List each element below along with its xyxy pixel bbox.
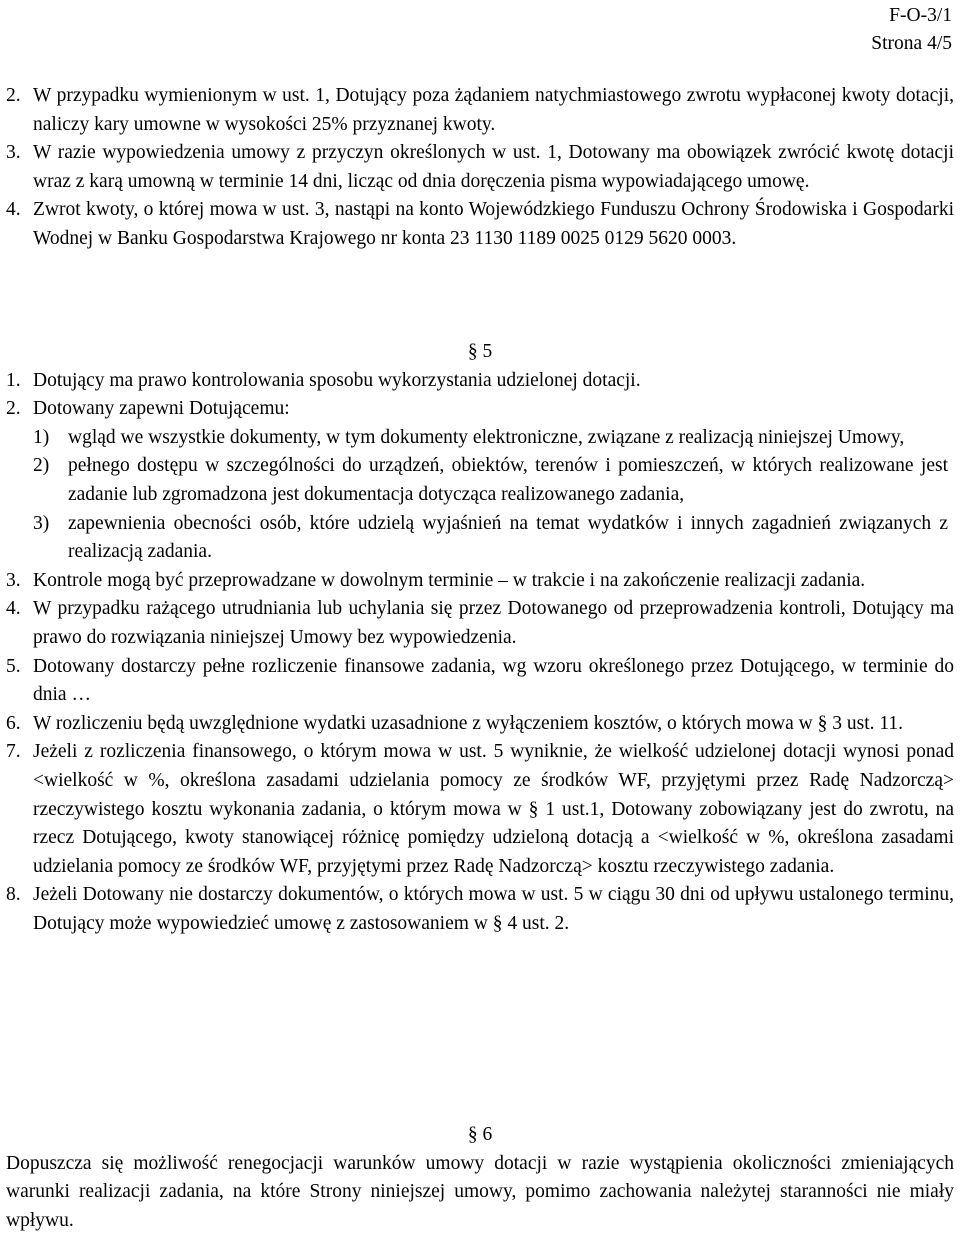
item-text: W rozliczeniu będą uwzględnione wydatki uzasadnione z wyłączeniem kosztów, o których mowa w § 3 ust. 11. <box>33 712 904 734</box>
section-6-heading: § 6 <box>467 1124 493 1145</box>
sub-item-text: wgląd we wszystkie dokumenty, w tym dokumenty elektroniczne, związane z realizacją niniejszej Umowy, <box>68 426 905 448</box>
sub-item-number: 1) <box>33 426 50 448</box>
item-number: 4. <box>6 199 21 221</box>
section-6 <box>0 1121 960 1235</box>
item-number: 2. <box>6 85 21 106</box>
list-item <box>0 139 960 196</box>
sub-list-item <box>33 424 954 453</box>
item-text: Jeżeli z rozliczenia finansowego, o którym mowa w ust. 5 wyniknie, że wielkość udzielonej dotacji wynosi ponad <wielkość w %, określona zasadami udzielania pomocy ze środków WF, przyjętymi przez Radę Nadzorczą> rzeczywistego kosztu wykonania zadania, o którym mowa w § 1 ust.1, Dotowany zobowiązany jest do zwrotu, na rzecz Dotującego, kwoty stanowiącej różnicę pomiędzy udzieloną dotacją a <wielkość w %, określona zasadami udzielania pomocy ze środków WF, przyjętymi przez Radę Nadzorczą> kosztu rzeczywistego zadania. <box>33 741 954 877</box>
top-items-list <box>0 82 960 254</box>
section-5-heading: § 5 <box>467 341 493 362</box>
item-number: 5. <box>6 655 21 677</box>
list-item <box>0 567 960 596</box>
list-item <box>0 595 960 652</box>
item-text: Kontrole mogą być przeprowadzane w dowolnym terminie – w trakcie i na zakończenie realizacji zadania. <box>33 569 866 591</box>
list-item <box>0 82 960 139</box>
list-item <box>0 738 960 881</box>
item-text: Zwrot kwoty, o której mowa w ust. 3, nastąpi na konto Wojewódzkiego Funduszu Ochrony Środowiska i Gospodarki Wodnej w Banku Gospodarstwa Krajowego nr konta 23 1130 1189 0025 0129 5620 0003. <box>33 199 954 249</box>
list-item <box>0 395 960 567</box>
sub-item-text: zapewnienia obecności osób, które udzielą wyjaśnień na temat wydatków i innych zagadnień związanych z realizacją zadania. <box>68 512 948 563</box>
form-code: F-O-3/1 <box>889 5 952 26</box>
list-item <box>0 367 960 396</box>
sub-item-text: pełnego dostępu w szczególności do urządzeń, obiektów, terenów i pomieszczeń, w których realizowane jest zadanie lub zgromadzona jest dokumentacja dotycząca realizowanego zadania, <box>68 455 948 505</box>
item-text: Dotowany zapewni Dotującemu: <box>33 398 290 420</box>
sub-list-item <box>33 510 954 567</box>
list-item <box>0 196 960 253</box>
item-number: 3. <box>6 142 21 164</box>
item-number: 6. <box>6 712 21 734</box>
sub-item-number: 2) <box>33 455 50 477</box>
item-body <box>33 395 960 567</box>
item-number: 1. <box>6 369 21 391</box>
section-5 <box>0 338 960 938</box>
item-number: 8. <box>6 884 21 906</box>
item-number: 2. <box>6 398 21 420</box>
page-number: Strona 4/5 <box>871 33 952 54</box>
item-number: 3. <box>6 569 21 591</box>
item-text: Dotujący ma prawo kontrolowania sposobu wykorzystania udzielonej dotacji. <box>33 369 641 391</box>
sub-list-item <box>33 452 954 509</box>
item-text: W przypadku wymienionym w ust. 1, Dotujący poza żądaniem natychmiastowego zwrotu wypłaconej kwoty dotacji, naliczy kary umowne w wysokości 25% przyznanej kwoty. <box>33 85 954 135</box>
item-text: W razie wypowiedzenia umowy z przyczyn określonych w ust. 1, Dotowany ma obowiązek zwrócić kwotę dotacji wraz z karą umowną w terminie 14 dni, licząc od dnia doręczenia pisma wypowiadającego umowę. <box>33 142 954 192</box>
item-number: 4. <box>6 598 21 620</box>
list-item <box>0 710 960 739</box>
item-text: Jeżeli Dotowany nie dostarczy dokumentów, o których mowa w ust. 5 w ciągu 30 dni od upływu ustalonego terminu, Dotujący może wypowiedzieć umowę z zastosowaniem w § 4 ust. 2. <box>33 884 954 934</box>
item-number: 7. <box>6 741 21 763</box>
page-header <box>871 2 952 58</box>
sub-item-number: 3) <box>33 512 50 534</box>
item-text: W przypadku rażącego utrudniania lub uchylania się przez Dotowanego od przeprowadzenia kontroli, Dotujący ma prawo do rozwiązania niniejszej Umowy bez wypowiedzenia. <box>33 598 954 648</box>
list-item <box>0 881 960 938</box>
section-6-text: Dopuszcza się możliwość renegocjacji warunków umowy dotacji w razie wystąpienia okoliczności zmieniających warunki realizacji zadania, na które Strony niniejszej umowy, pomimo zachowania należytej staranności nie miały wpływu. <box>6 1152 954 1231</box>
item-text: Dotowany dostarczy pełne rozliczenie finansowe zadania, wg wzoru określonego przez Dotującego, w terminie do dnia … <box>33 655 954 706</box>
list-item <box>0 653 960 710</box>
